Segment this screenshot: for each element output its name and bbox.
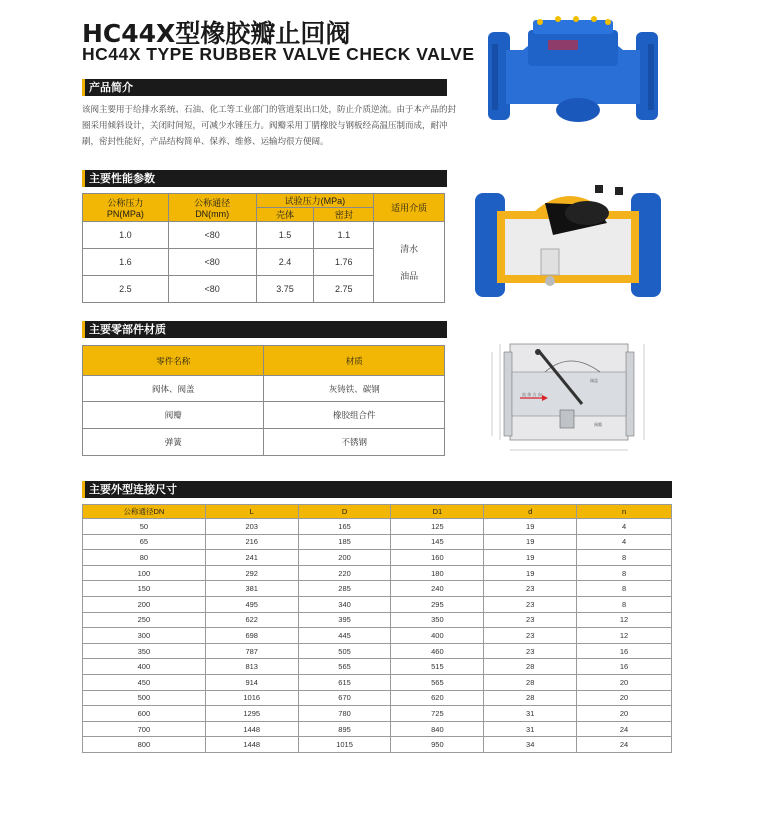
table-cell: 65 <box>83 534 206 550</box>
table-cell: 8 <box>577 565 672 581</box>
table-cell: 34 <box>484 737 577 753</box>
table-cell: 20 <box>577 706 672 722</box>
table-cell: 80 <box>83 550 206 566</box>
table-cell: 8 <box>577 550 672 566</box>
table-row <box>83 596 672 612</box>
table-cell: 250 <box>83 612 206 628</box>
dimensions-header-4: d <box>484 505 577 519</box>
table-row <box>83 612 672 628</box>
table-cell: 125 <box>391 519 484 535</box>
table-cell: 350 <box>391 612 484 628</box>
table-cell: 23 <box>484 596 577 612</box>
header-material: 材质 <box>264 346 445 376</box>
header-part: 零件名称 <box>83 346 264 376</box>
table-cell: 450 <box>83 674 206 690</box>
table-cell: 23 <box>484 628 577 644</box>
page-title-cn: HC44X型橡胶瓣止回阀 <box>82 19 351 48</box>
table-cell: 220 <box>298 565 391 581</box>
table-cell: 725 <box>391 706 484 722</box>
table-cell: 670 <box>298 690 391 706</box>
table-cell: 24 <box>577 721 672 737</box>
table-cell: 615 <box>298 674 391 690</box>
table-cell: 28 <box>484 659 577 675</box>
table-cell: 495 <box>205 596 298 612</box>
table-cell: 4 <box>577 519 672 535</box>
table-cell: 787 <box>205 643 298 659</box>
table-row <box>83 737 672 753</box>
table-row: 1.6 <80 2.4 1.76 <box>83 249 445 276</box>
table-cell: 20 <box>577 690 672 706</box>
dimensions-table <box>82 504 672 753</box>
table-cell: 8 <box>577 581 672 597</box>
header-medium: 适用介质 <box>374 194 445 222</box>
table-cell: 700 <box>83 721 206 737</box>
table-cell: 23 <box>484 612 577 628</box>
table-cell: 241 <box>205 550 298 566</box>
table-cell: 150 <box>83 581 206 597</box>
page-title-en: HC44X TYPE RUBBER VALVE CHECK VALVE <box>82 44 475 64</box>
dimensions-header-1: L <box>205 505 298 519</box>
table-cell: 19 <box>484 565 577 581</box>
table-cell: 216 <box>205 534 298 550</box>
table-cell: 19 <box>484 550 577 566</box>
section-title-performance: 主要性能参数 <box>82 170 162 187</box>
table-row <box>83 565 672 581</box>
table-cell: 300 <box>83 628 206 644</box>
table-row: 阀瓣 橡胶组合件 <box>83 402 445 429</box>
table-cell: 400 <box>391 628 484 644</box>
header-pn: 公称压力 PN(MPa) <box>83 194 169 222</box>
table-cell: 200 <box>83 596 206 612</box>
section-bar-intro <box>82 79 447 96</box>
table-cell: 50 <box>83 519 206 535</box>
table-cell: 1015 <box>298 737 391 753</box>
table-row <box>83 721 672 737</box>
table-cell: 500 <box>83 690 206 706</box>
dimensions-header-2: D <box>298 505 391 519</box>
table-cell: 24 <box>577 737 672 753</box>
table-cell: 813 <box>205 659 298 675</box>
table-row: 阀体、阀盖 灰铸铁、碳钢 <box>83 376 445 402</box>
section-title-intro: 产品简介 <box>82 79 140 96</box>
table-row <box>83 519 672 535</box>
header-test-pressure: 试验压力(MPa) <box>256 194 374 208</box>
table-row: 1.0 <80 1.5 1.1 清水 油品 <box>83 222 445 249</box>
table-cell: 350 <box>83 643 206 659</box>
table-cell: 565 <box>298 659 391 675</box>
table-cell: 185 <box>298 534 391 550</box>
table-row: 弹簧 不锈钢 <box>83 429 445 456</box>
table-cell: 100 <box>83 565 206 581</box>
dimensions-header-3: D1 <box>391 505 484 519</box>
table-cell: 698 <box>205 628 298 644</box>
table-cell: 12 <box>577 628 672 644</box>
table-cell: 200 <box>298 550 391 566</box>
table-cell: 505 <box>298 643 391 659</box>
table-row <box>83 690 672 706</box>
table-cell: 292 <box>205 565 298 581</box>
dimensions-header-0: 公称通径DN <box>83 505 206 519</box>
table-cell: 1448 <box>205 721 298 737</box>
table-cell: 780 <box>298 706 391 722</box>
medium-cell: 清水 油品 <box>374 222 445 303</box>
header-seal: 密封 <box>314 208 374 222</box>
table-cell: 8 <box>577 596 672 612</box>
section-title-materials: 主要零部件材质 <box>82 321 173 338</box>
table-cell: 381 <box>205 581 298 597</box>
table-cell: 1295 <box>205 706 298 722</box>
table-cell: 445 <box>298 628 391 644</box>
table-row: 2.5 <80 3.75 2.75 <box>83 276 445 303</box>
table-cell: 515 <box>391 659 484 675</box>
table-cell: 16 <box>577 643 672 659</box>
table-cell: 400 <box>83 659 206 675</box>
table-cell: 4 <box>577 534 672 550</box>
table-cell: 31 <box>484 706 577 722</box>
table-cell: 285 <box>298 581 391 597</box>
table-row <box>83 534 672 550</box>
valve-photo <box>488 10 658 135</box>
table-cell: 28 <box>484 674 577 690</box>
table-row <box>83 643 672 659</box>
table-cell: 620 <box>391 690 484 706</box>
drawing-label-flow: 流 体 方 向 <box>522 392 542 397</box>
table-cell: 23 <box>484 581 577 597</box>
table-cell: 395 <box>298 612 391 628</box>
header-shell: 壳体 <box>256 208 314 222</box>
valve-drawing <box>470 338 662 460</box>
header-dn: 公称通径 DN(mm) <box>168 194 256 222</box>
valve-cutaway <box>475 183 661 303</box>
table-row <box>83 628 672 644</box>
table-cell: 565 <box>391 674 484 690</box>
table-cell: 203 <box>205 519 298 535</box>
table-cell: 23 <box>484 643 577 659</box>
table-row <box>83 659 672 675</box>
table-cell: 19 <box>484 534 577 550</box>
table-cell: 622 <box>205 612 298 628</box>
table-cell: 160 <box>391 550 484 566</box>
table-cell: 950 <box>391 737 484 753</box>
table-cell: 914 <box>205 674 298 690</box>
table-cell: 145 <box>391 534 484 550</box>
table-cell: 31 <box>484 721 577 737</box>
performance-table <box>82 193 445 303</box>
section-title-dimensions: 主要外型连接尺寸 <box>82 481 184 498</box>
table-cell: 1016 <box>205 690 298 706</box>
table-cell: 20 <box>577 674 672 690</box>
table-cell: 165 <box>298 519 391 535</box>
table-row <box>83 581 672 597</box>
table-cell: 240 <box>391 581 484 597</box>
drawing-label-disc: 阀瓣 <box>594 422 602 427</box>
table-cell: 895 <box>298 721 391 737</box>
section-bar-materials <box>82 321 447 338</box>
table-row <box>83 550 672 566</box>
section-bar-dimensions <box>82 481 672 498</box>
table-cell: 12 <box>577 612 672 628</box>
table-cell: 16 <box>577 659 672 675</box>
table-cell: 460 <box>391 643 484 659</box>
table-cell: 295 <box>391 596 484 612</box>
materials-table <box>82 345 445 456</box>
table-cell: 340 <box>298 596 391 612</box>
table-cell: 840 <box>391 721 484 737</box>
table-row <box>83 674 672 690</box>
drawing-label-cap: 阀盖 <box>590 378 598 383</box>
table-cell: 600 <box>83 706 206 722</box>
table-cell: 28 <box>484 690 577 706</box>
table-cell: 1448 <box>205 737 298 753</box>
dimensions-header-5: n <box>577 505 672 519</box>
table-cell: 800 <box>83 737 206 753</box>
table-cell: 180 <box>391 565 484 581</box>
section-bar-performance <box>82 170 447 187</box>
table-cell: 19 <box>484 519 577 535</box>
intro-text: 该阀主要用于给排水系统、石油、化工等工业部门的管道泵出口处，防止介质逆流。由于本产品的封圈采用倾斜设计，关闭时间短，可减少水锤压力。阀瓣采用丁腈橡胶与钢板经高温压制而成，耐冲刷，密封性能好，产品结构简单、保养、维修、运输均很方便阔。 <box>82 105 457 147</box>
table-row <box>83 706 672 722</box>
